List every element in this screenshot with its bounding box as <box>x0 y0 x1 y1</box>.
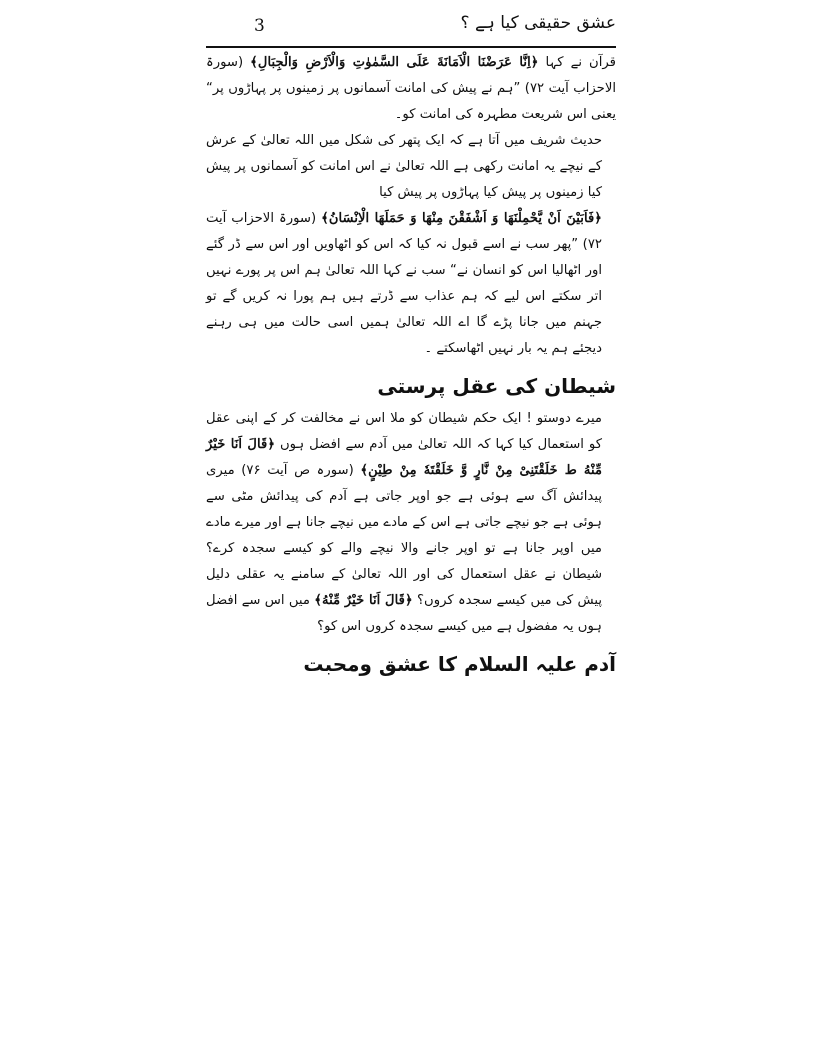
text-span: میرے دوستو ! ایک حکم شیطان کو ملا اس نے مخالفت کر کے اپنی عقل کو استعمال کیا کہا کہ اللہ تعالیٰ میں آدم سے افضل ہوں <box>206 411 602 452</box>
paragraph-2: حدیث شریف میں آتا ہے کہ ایک پتھر کی شکل میں اللہ تعالیٰ کے عرش کے نیچے یہ امانت رکھی ہے اللہ تعالیٰ نے اس امانت کو آسمانوں پر پیش کیا زمینوں پر پیش کیا پہاڑوں پر پیش کیا <box>206 133 602 200</box>
section-heading: آدم علیہ السلام کا عشق ومحبت <box>303 652 616 676</box>
paragraph-3 <box>206 206 616 362</box>
text-span: میں اس سے افضل ہوں یہ مفضول ہے میں کیسے سجدہ کروں اس کو؟ <box>206 593 602 634</box>
quran-verse: ﴿قَالَ اَنَا خَیْرٌ مِّنْهُ﴾ <box>314 593 413 608</box>
running-title: عشق حقیقی کیا ہے ؟ <box>460 13 616 33</box>
document-page <box>206 10 616 710</box>
page-body <box>206 50 616 684</box>
page-number: 3 <box>254 16 265 36</box>
header-rule <box>206 46 616 48</box>
paragraph-1 <box>206 50 616 128</box>
quran-verse: ﴿قَالَ اَنَا خَیْرٌ مِّنْهُ ط خَلَقْتَنِیْ مِنْ نَّارٍ وَّ خَلَقْتَهٗ مِنْ طِیْنٍ﴾ <box>206 437 603 478</box>
text-span: (سورۃ الاحزاب آیت ۷۲) ”ہم نے پیش کی امانت آسمانوں پر زمینوں پر پہاڑوں پر“ یعنی اس شریعت مطہرہ کی امانت کو۔ <box>206 55 616 122</box>
text-span: (سورہ ص آیت ۷۶) میری پیدائش آگ سے ہوئی ہے جو اوپر جاتی ہے آدم کی پیدائش مٹی سے ہوئی ہے جو نیچے جاتی ہے اس کے مادے میں نیچے جانا ہے اور میرے مادے میں اوپر جانا ہے تو اوپر جانے والا نیچے والے کو کیسے سجدہ کرے؟ شیطان نے عقل استعمال کی اور اللہ تعالیٰ کے سامنے یہ عقلی دلیل پیش کی میں کیسے سجدہ کروں؟ <box>206 463 602 608</box>
page-header <box>206 10 616 46</box>
paragraph-4 <box>206 406 616 640</box>
quran-verse: ﴿اِنَّا عَرَضْنَا الْاَمَانَةَ عَلَی السَّمٰوٰتِ وَالْاَرْضِ وَالْجِبَالِ﴾ <box>250 55 539 70</box>
quran-verse: ﴿فَاَبَیْنَ اَنْ یَّحْمِلْنَهَا وَ اَشْفَقْنَ مِنْهَا وَ حَمَلَهَا الْاِنْسَانُ﴾ <box>321 211 602 226</box>
section-heading: شیطان کی عقل پرستی <box>377 374 616 398</box>
text-span: قرآن نے کہا <box>545 55 616 70</box>
text-span: (سورۃ الاحزاب آیت ۷۲) ”پھر سب نے اسے قبول نہ کیا کہ اس کو اٹھاویں اور اس سے ڈر گئے اور اٹھالیا اس کو انسان نے“ سب نے کہا اللہ تعالیٰ ہم اس پر پورے نہیں اتر سکتے اس لیے کہ ہم عذاب سے ڈرتے ہیں ہم پورا نہ کریں گے تو جہنم میں جانا پڑے گا اے اللہ تعالیٰ ہمیں اسی حالت میں ہی رہنے دیجئے ہم یہ بار نہیں اٹھاسکتے ۔ <box>206 211 602 356</box>
